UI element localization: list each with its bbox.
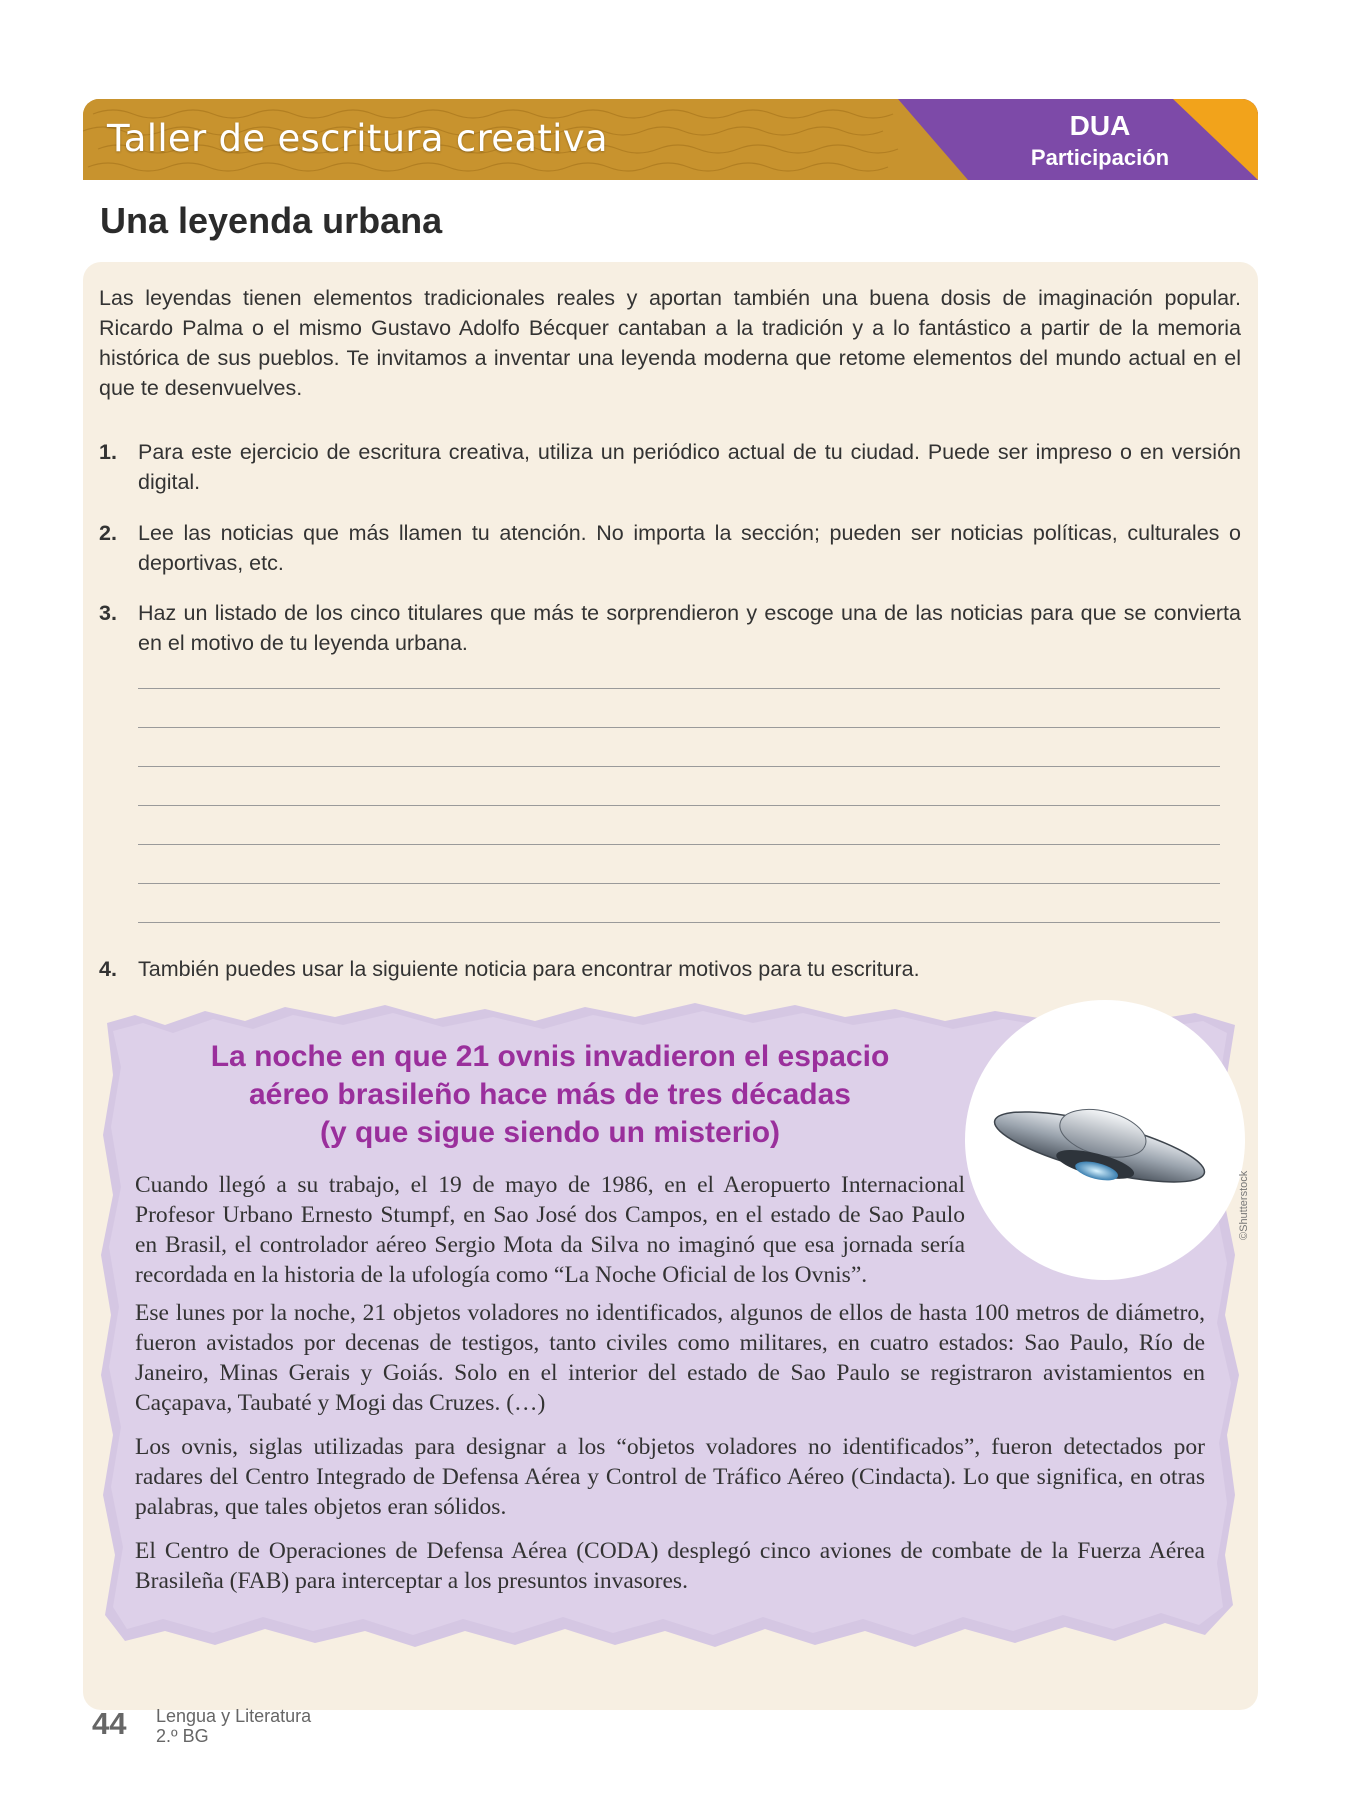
item-text: Haz un listado de los cinco titulares que más te sorprendieron y escoge una de las noticias para que se convierta en el motivo de tu leyenda urbana. (138, 601, 1241, 655)
item-number: 2. (99, 521, 117, 545)
news-paragraph: Cuando llegó a su trabajo, el 19 de mayo de 1986, en el Aeropuerto Internacional Profesor Urbano Ernesto Stumpf, en Sao José dos Campos, en el estado de Sao Paulo en Brasil, el controlador aéreo Sergio Mota da Silva no imaginó que esa jornada sería recordada en la historia de la ufología como “La Noche Oficial de los Ovnis”. (135, 1172, 965, 1288)
ufo-icon (985, 1085, 1215, 1205)
item-text: Para este ejercicio de escritura creativa, utiliza un periódico actual de tu ciudad. Puede ser impreso o en versión digital. (138, 440, 1241, 494)
news-headline (130, 1038, 970, 1152)
intro-paragraph: Las leyendas tienen elementos tradicionales reales y aportan también una buena dosis de imaginación popular. Ricardo Palma o el mismo Gustavo Adolfo Bécquer cantaban a la tradición y a lo fantástico a partir de la memoria histórica de sus pueblos. Te invitamos a inventar una leyenda moderna que retome elementos del mundo actual en el que te desenvuelves. (99, 286, 1241, 400)
writing-line[interactable] (138, 922, 1220, 923)
grade-level: 2.º BG (156, 1726, 209, 1746)
writing-line[interactable] (138, 844, 1220, 845)
writing-line[interactable] (138, 805, 1220, 806)
subject-name: Lengua y Literatura (156, 1706, 312, 1726)
page-title: Una leyenda urbana (100, 200, 443, 241)
writing-lines[interactable] (138, 688, 1220, 961)
headline-line: aéreo brasileño hace más de tres décadas (249, 1078, 851, 1111)
list-item (99, 518, 1241, 578)
page-number: 44 (92, 1706, 127, 1741)
dua-badge-subtitle: Participación (1030, 145, 1170, 170)
list-item (99, 598, 1241, 658)
section-title: Taller de escritura creativa (107, 117, 608, 160)
writing-line[interactable] (138, 766, 1220, 767)
list-item (99, 437, 1241, 497)
item-text: También puedes usar la siguiente noticia para encontrar motivos para tu escritura. (138, 957, 920, 981)
writing-line[interactable] (138, 883, 1220, 884)
book-subject (156, 1706, 311, 1746)
item-number: 4. (99, 957, 117, 981)
item-text: Lee las noticias que más llamen tu atención. No importa la sección; pueden ser noticias políticas, culturales o deportivas, etc. (138, 521, 1241, 575)
headline-line: La noche en que 21 ovnis invadieron el espacio (210, 1040, 890, 1073)
news-paragraph: El Centro de Operaciones de Defensa Aérea (CODA) desplegó cinco aviones de combate de la Fuerza Aérea Brasileña (FAB) para interceptar a los presuntos invasores. (135, 1538, 1205, 1594)
headline-line: (y que sigue siendo un misterio) (319, 1116, 781, 1149)
writing-line[interactable] (138, 688, 1220, 689)
news-paragraph: Los ovnis, siglas utilizadas para designar a los “objetos voladores no identificados”, fueron detectados por radares del Centro Integrado de Defensa Aérea y Control de Tráfico Aéreo (Cindacta). Lo que significa, en otras palabras, que tales objetos eran sólidos. (135, 1434, 1205, 1520)
item-number: 3. (99, 601, 117, 625)
image-credit: ©Shutterstock (1238, 1170, 1250, 1240)
item-number: 1. (99, 440, 117, 464)
writing-line[interactable] (138, 727, 1220, 728)
dua-badge-title: DUA (1069, 110, 1131, 141)
news-paragraph: Ese lunes por la noche, 21 objetos voladores no identificados, algunos de ellos de hasta 100 metros de diámetro, fueron avistados por decenas de testigos, tanto civiles como militares, en cuatro estados: Sao Paulo, Río de Janeiro, Minas Gerais y Goiás. Solo en el interior del estado de Sao Paulo se registraron avistamientos en Caçapava, Taubaté y Mogi das Cruzes. (…) (135, 1300, 1205, 1416)
list-item (99, 954, 1241, 984)
